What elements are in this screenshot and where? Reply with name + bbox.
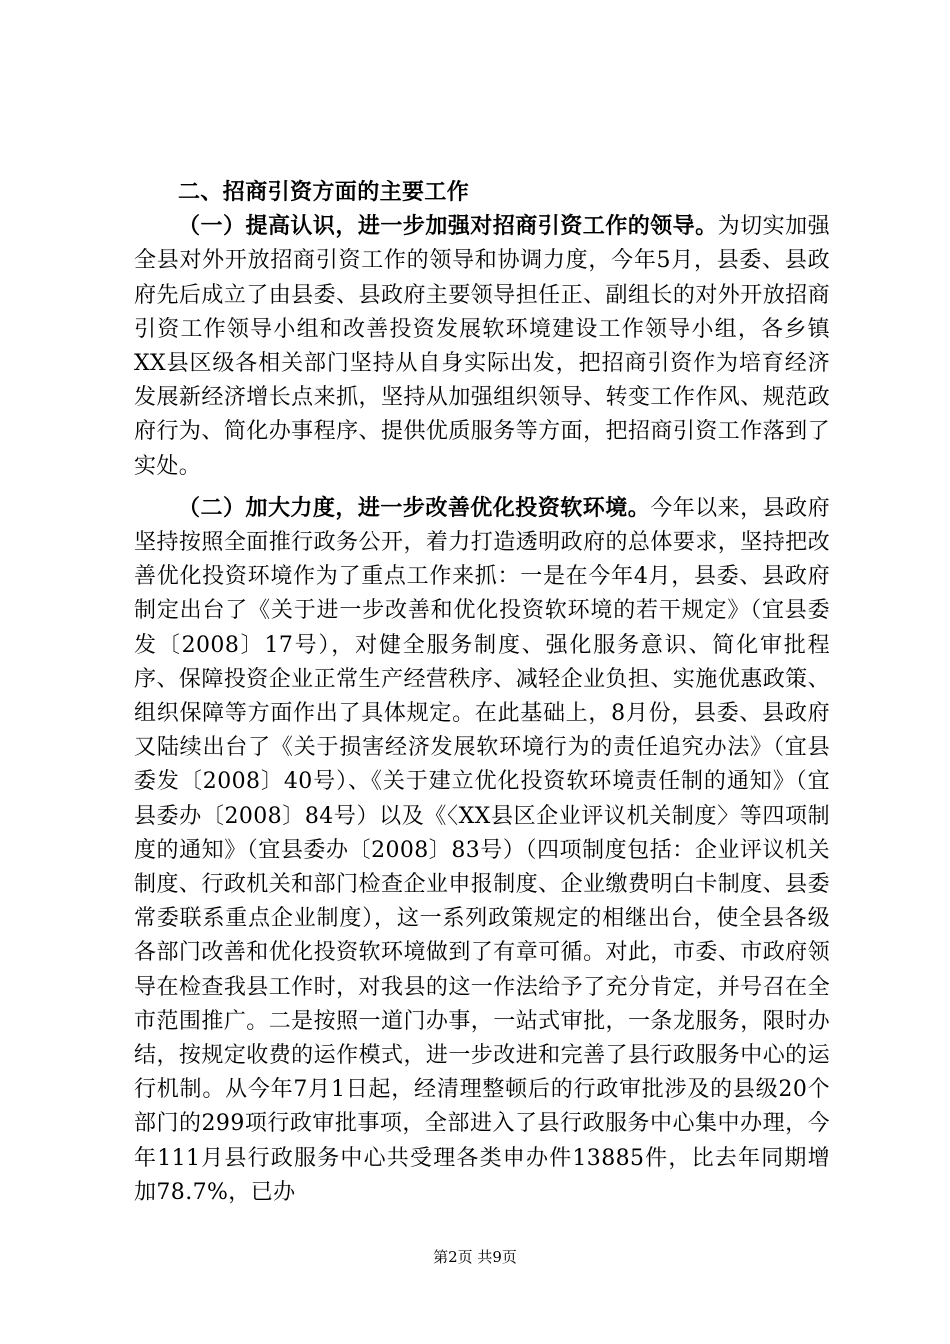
paragraph-2-lead: （二）加大力度，进一步改善优化投资软环境。 xyxy=(178,495,651,521)
paragraph-1-lead: （一）提高认识，进一步加强对招商引资工作的领导。 xyxy=(178,214,718,240)
paragraph-2 xyxy=(134,492,830,1210)
paragraph-1-body: 为切实加强全县对外开放招商引资工作的领导和协调力度，今年5月，县委、县政府先后成立了由县委、县政府主要领导担任正、副组长的对外开放招商引资工作领导小组和改善投资发展软环境建设工作领导小组，各乡镇XX县区级各相关部门坚持从自身实际出发，把招商引资作为培育经济发展新经济增长点来抓，坚持从加强组织领导、转变工作作风、规范政府行为、简化办事程序、提供优质服务等方面，把招商引资工作落到了实处。 xyxy=(134,214,830,479)
paragraph-1 xyxy=(134,210,830,484)
section-heading: 二、招商引资方面的主要工作 xyxy=(178,180,470,205)
page-footer: 第2页 共9页 xyxy=(433,1248,517,1266)
document-body xyxy=(134,176,830,1210)
paragraph-2-body: 今年以来，县政府坚持按照全面推行政务公开，着力打造透明政府的总体要求，坚持把改善优化投资环境作为了重点工作来抓：一是在今年4月，县委、县政府制定出台了《关于进一步改善和优化投资软环境的若干规定》（宜县委发〔2008〕17号），对健全服务制度、强化服务意识、简化审批程序、保障投资企业正常生产经营秩序、减轻企业负担、实施优惠政策、组织保障等方面作出了具体规定。在此基础上，8月份，县委、县政府又陆续出台了《关于损害经济发展软环境行为的责任追究办法》（宜县委发〔2008〕40号）、《关于建立优化投资软环境责任制的通知》（宜县委办〔2008〕84号）以及《〈XX县区企业评议机关制度〉等四项制度的通知》（宜县委办〔2008〕83号）（四项制度包括：企业评议机关制度、行政机关和部门检查企业申报制度、企业缴费明白卡制度、县委常委联系重点企业制度），这一系列政策规定的相继出台，使全县各级各部门改善和优化投资软环境做到了有章可循。对此，市委、市政府领导在检查我县工作时，对我县的这一作法给予了充分肯定，并号召在全市范围推广。二是按照一道门办事，一站式审批，一条龙服务，限时办结，按规定收费的运作模式，进一步改进和完善了县行政服务中心的运行机制。从今年7月1日起，经清理整顿后的行政审批涉及的县级20个部门的299项行政审批事项，全部进入了县行政服务中心集中办理，今年111月县行政服务中心共受理各类申办件13885件，比去年同期增加78.7%，已办 xyxy=(134,495,831,1205)
